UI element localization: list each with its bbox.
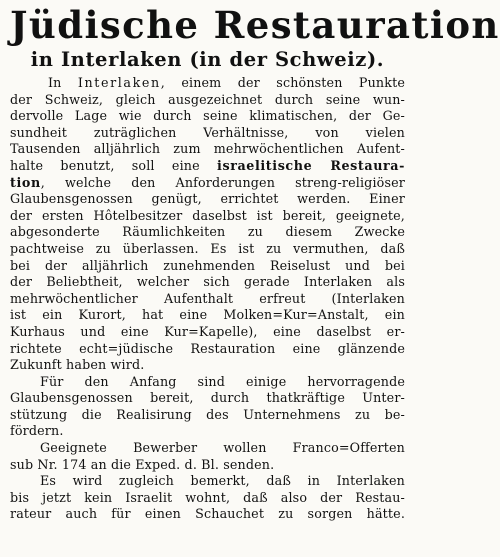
emphasis-text: tion (10, 174, 41, 190)
body-line: der Beliebtheit, welcher sich gerade Interlaken als (10, 274, 405, 290)
body-line: fördern. (10, 423, 64, 439)
ad-title: Jüdische Restauration (10, 3, 500, 47)
text-span: , einem der schönsten Punkte (160, 75, 405, 90)
body-line (10, 158, 405, 175)
body-line: Kurhaus und eine Kur=Kapelle), eine daselbst er- (10, 323, 405, 339)
text-span: , welche den Anforderungen streng-religiöser (40, 174, 405, 190)
body-line: mehrwöchentlicher Aufenthalt erfreut (Interlaken (10, 290, 405, 306)
body-line: Glaubensgenossen genügt, errichtet werden. Einer (10, 191, 405, 207)
body-line: ist ein Kurort, hat eine Molken=Kur=Anstalt, ein (10, 307, 405, 323)
ad-subtitle: in Interlaken (in der Schweiz). (30, 48, 385, 71)
emphasis-text: israelitische Restaura- (217, 157, 405, 173)
body-line: richtete echt=jüdische Restauration eine glänzende (10, 340, 405, 356)
body-line: rateur auch für einen Schauchet zu sorgen hätte. (10, 506, 405, 522)
body-line: der ersten Hôtelbesitzer daselbst ist bereit, geeignete, (10, 207, 405, 223)
body-line: Es wird zugleich bemerkt, daß in Interlaken (40, 473, 405, 489)
place-name: Interlaken (77, 75, 161, 90)
body-line: Tausenden alljährlich zum mehrwöchentlichen Aufent- (10, 141, 405, 157)
body-line: Zukunft haben wird. (10, 357, 145, 373)
body-line: bis jetzt kein Israelit wohnt, daß also der Restau- (10, 489, 405, 505)
ad-body (10, 75, 405, 523)
body-line: pachtweise zu überlassen. Es ist zu vermuthen, daß (10, 240, 405, 256)
text-span: halte benutzt, soll eine (10, 157, 218, 173)
text-span: In (48, 75, 78, 90)
body-line: der Schweiz, gleich ausgezeichnet durch seine wun- (10, 91, 405, 107)
body-line: sundheit zuträglichen Verhältnisse, von vielen (10, 124, 405, 140)
body-line (10, 175, 405, 192)
body-line: abgesonderte Räumlichkeiten zu diesem Zwecke (10, 224, 405, 240)
body-line: dervolle Lage wie durch seine klimatischen, der Ge- (10, 108, 405, 124)
body-line: bei der alljährlich zunehmenden Reiselust und bei (10, 257, 405, 273)
body-line (10, 75, 405, 92)
body-line: stützung die Realisirung des Unternehmens zu be- (10, 406, 405, 422)
body-line: sub Nr. 174 an die Exped. d. Bl. senden. (10, 456, 275, 472)
body-line: Glaubensgenossen bereit, durch thatkräftige Unter- (10, 390, 405, 406)
body-line: Geeignete Bewerber wollen Franco=Offerten (40, 440, 405, 456)
body-line: Für den Anfang sind einige hervorragende (40, 373, 405, 389)
